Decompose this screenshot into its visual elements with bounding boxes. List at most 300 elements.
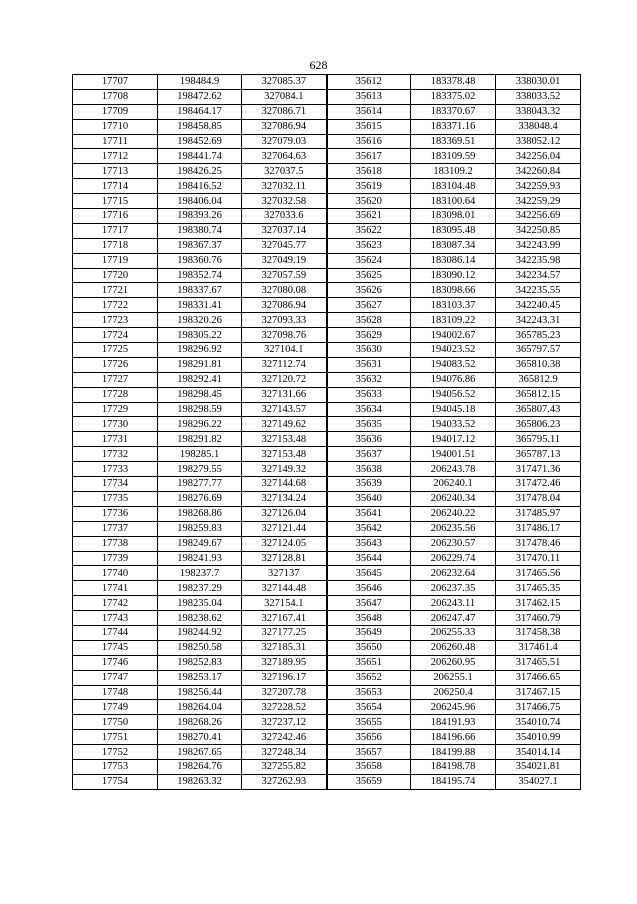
table-cell-point-id: 35628 xyxy=(327,313,411,328)
table-cell-y-coordinate: 327093.33 xyxy=(242,313,327,328)
table-cell-point-id: 35645 xyxy=(327,566,411,581)
table-cell-x-coordinate: 198249.67 xyxy=(158,536,242,551)
table-cell-point-id: 17709 xyxy=(73,104,158,119)
table-cell-y-coordinate: 327177.25 xyxy=(242,625,327,640)
table-row xyxy=(73,715,581,730)
table-cell-point-id: 17718 xyxy=(73,238,158,253)
table-cell-point-id: 35650 xyxy=(327,640,411,655)
table-row xyxy=(73,640,581,655)
table-cell-x-coordinate: 194045.18 xyxy=(411,402,496,417)
table-row xyxy=(73,566,581,581)
table-cell-point-id: 35615 xyxy=(327,119,411,134)
table-row xyxy=(73,75,581,90)
table-cell-point-id: 35646 xyxy=(327,581,411,596)
table-cell-point-id: 35644 xyxy=(327,551,411,566)
table-row xyxy=(73,238,581,253)
table-cell-y-coordinate: 338033.52 xyxy=(496,89,581,104)
table-row xyxy=(73,134,581,149)
table-cell-y-coordinate: 327144.48 xyxy=(242,581,327,596)
table-cell-x-coordinate: 183371.16 xyxy=(411,119,496,134)
table-cell-y-coordinate: 327086.94 xyxy=(242,119,327,134)
table-cell-y-coordinate: 327112.74 xyxy=(242,357,327,372)
table-cell-y-coordinate: 317472.46 xyxy=(496,477,581,492)
table-cell-x-coordinate: 183086.14 xyxy=(411,253,496,268)
table-cell-point-id: 17715 xyxy=(73,194,158,209)
table-cell-x-coordinate: 183375.02 xyxy=(411,89,496,104)
table-cell-x-coordinate: 198264.04 xyxy=(158,700,242,715)
table-cell-x-coordinate: 206240.1 xyxy=(411,477,496,492)
table-cell-point-id: 17751 xyxy=(73,730,158,745)
table-cell-x-coordinate: 198237.29 xyxy=(158,581,242,596)
table-cell-y-coordinate: 327134.24 xyxy=(242,491,327,506)
table-cell-y-coordinate: 327143.57 xyxy=(242,402,327,417)
table-cell-x-coordinate: 206243.11 xyxy=(411,596,496,611)
table-cell-x-coordinate: 194002.67 xyxy=(411,328,496,343)
table-cell-x-coordinate: 198285.1 xyxy=(158,447,242,462)
table-row xyxy=(73,343,581,358)
table-cell-point-id: 17740 xyxy=(73,566,158,581)
table-cell-y-coordinate: 365795.11 xyxy=(496,432,581,447)
table-cell-point-id: 17732 xyxy=(73,447,158,462)
table-row xyxy=(73,209,581,224)
table-cell-y-coordinate: 327085.37 xyxy=(242,75,327,90)
table-cell-point-id: 35642 xyxy=(327,521,411,536)
table-cell-y-coordinate: 327131.66 xyxy=(242,387,327,402)
table-cell-x-coordinate: 198241.93 xyxy=(158,551,242,566)
table-cell-x-coordinate: 206240.22 xyxy=(411,506,496,521)
table-row xyxy=(73,611,581,626)
table-cell-x-coordinate: 198296.22 xyxy=(158,417,242,432)
table-cell-x-coordinate: 198235.04 xyxy=(158,596,242,611)
table-row xyxy=(73,506,581,521)
table-cell-y-coordinate: 327084.1 xyxy=(242,89,327,104)
table-cell-point-id: 35631 xyxy=(327,357,411,372)
table-cell-x-coordinate: 198406.04 xyxy=(158,194,242,209)
table-cell-y-coordinate: 317466.75 xyxy=(496,700,581,715)
table-row xyxy=(73,685,581,700)
table-cell-point-id: 35619 xyxy=(327,179,411,194)
table-cell-x-coordinate: 198268.26 xyxy=(158,715,242,730)
table-cell-point-id: 17750 xyxy=(73,715,158,730)
table-cell-x-coordinate: 194001.51 xyxy=(411,447,496,462)
table-cell-x-coordinate: 198393.26 xyxy=(158,209,242,224)
table-cell-y-coordinate: 342256.04 xyxy=(496,149,581,164)
table-cell-x-coordinate: 206243.78 xyxy=(411,462,496,477)
table-cell-y-coordinate: 327032.11 xyxy=(242,179,327,194)
table-cell-x-coordinate: 198291.81 xyxy=(158,357,242,372)
table-cell-x-coordinate: 183104.48 xyxy=(411,179,496,194)
table-cell-point-id: 17741 xyxy=(73,581,158,596)
table-cell-y-coordinate: 327167.41 xyxy=(242,611,327,626)
table-row xyxy=(73,581,581,596)
table-cell-point-id: 35641 xyxy=(327,506,411,521)
table-cell-point-id: 35640 xyxy=(327,491,411,506)
table-cell-x-coordinate: 198458.85 xyxy=(158,119,242,134)
table-cell-y-coordinate: 327149.62 xyxy=(242,417,327,432)
table-cell-x-coordinate: 206237.35 xyxy=(411,581,496,596)
table-cell-y-coordinate: 327128.81 xyxy=(242,551,327,566)
table-cell-y-coordinate: 354010.99 xyxy=(496,730,581,745)
table-row xyxy=(73,655,581,670)
table-cell-point-id: 35653 xyxy=(327,685,411,700)
table-cell-x-coordinate: 198291.82 xyxy=(158,432,242,447)
table-cell-x-coordinate: 198264.76 xyxy=(158,759,242,774)
table-cell-point-id: 35633 xyxy=(327,387,411,402)
table-cell-point-id: 35655 xyxy=(327,715,411,730)
table-cell-y-coordinate: 327033.6 xyxy=(242,209,327,224)
table-row xyxy=(73,700,581,715)
table-cell-x-coordinate: 198452.69 xyxy=(158,134,242,149)
table-cell-y-coordinate: 327137 xyxy=(242,566,327,581)
table-cell-y-coordinate: 342234.57 xyxy=(496,268,581,283)
table-cell-x-coordinate: 184195.74 xyxy=(411,774,496,789)
table-row xyxy=(73,670,581,685)
table-cell-point-id: 35613 xyxy=(327,89,411,104)
table-cell-x-coordinate: 198253.17 xyxy=(158,670,242,685)
table-cell-y-coordinate: 317462.15 xyxy=(496,596,581,611)
table-row xyxy=(73,313,581,328)
table-cell-y-coordinate: 354027.1 xyxy=(496,774,581,789)
table-cell-point-id: 17720 xyxy=(73,268,158,283)
table-cell-y-coordinate: 365812.9 xyxy=(496,372,581,387)
table-cell-y-coordinate: 327149.32 xyxy=(242,462,327,477)
table-cell-x-coordinate: 206250.4 xyxy=(411,685,496,700)
table-row xyxy=(73,730,581,745)
table-cell-y-coordinate: 327057.59 xyxy=(242,268,327,283)
table-cell-point-id: 17722 xyxy=(73,298,158,313)
table-cell-y-coordinate: 342250.85 xyxy=(496,223,581,238)
table-cell-point-id: 17726 xyxy=(73,357,158,372)
table-cell-x-coordinate: 194017.12 xyxy=(411,432,496,447)
table-cell-y-coordinate: 365785.23 xyxy=(496,328,581,343)
table-cell-y-coordinate: 365787.13 xyxy=(496,447,581,462)
table-cell-y-coordinate: 327037.14 xyxy=(242,223,327,238)
table-row xyxy=(73,774,581,789)
table-cell-x-coordinate: 183370.67 xyxy=(411,104,496,119)
table-cell-x-coordinate: 206240.34 xyxy=(411,491,496,506)
table-cell-x-coordinate: 183109.59 xyxy=(411,149,496,164)
table-cell-y-coordinate: 342235.98 xyxy=(496,253,581,268)
table-cell-y-coordinate: 327255.82 xyxy=(242,759,327,774)
table-cell-point-id: 17744 xyxy=(73,625,158,640)
table-row xyxy=(73,402,581,417)
table-cell-y-coordinate: 327086.71 xyxy=(242,104,327,119)
table-cell-point-id: 17753 xyxy=(73,759,158,774)
table-row xyxy=(73,104,581,119)
table-row xyxy=(73,372,581,387)
table-cell-x-coordinate: 198298.45 xyxy=(158,387,242,402)
table-cell-x-coordinate: 198276.69 xyxy=(158,491,242,506)
table-row xyxy=(73,521,581,536)
table-cell-point-id: 17735 xyxy=(73,491,158,506)
table-cell-point-id: 35630 xyxy=(327,343,411,358)
table-cell-y-coordinate: 342243.99 xyxy=(496,238,581,253)
table-cell-x-coordinate: 206232.64 xyxy=(411,566,496,581)
table-cell-y-coordinate: 327079.03 xyxy=(242,134,327,149)
table-row xyxy=(73,283,581,298)
table-row xyxy=(73,447,581,462)
table-cell-point-id: 17746 xyxy=(73,655,158,670)
table-cell-point-id: 17708 xyxy=(73,89,158,104)
table-cell-y-coordinate: 327080.08 xyxy=(242,283,327,298)
table-cell-y-coordinate: 354021.81 xyxy=(496,759,581,774)
table-cell-x-coordinate: 198484.9 xyxy=(158,75,242,90)
table-row xyxy=(73,625,581,640)
table-row xyxy=(73,149,581,164)
table-cell-x-coordinate: 198296.92 xyxy=(158,343,242,358)
table-cell-y-coordinate: 317478.04 xyxy=(496,491,581,506)
table-cell-point-id: 35634 xyxy=(327,402,411,417)
table-cell-y-coordinate: 327185.31 xyxy=(242,640,327,655)
table-cell-x-coordinate: 198244.92 xyxy=(158,625,242,640)
table-cell-x-coordinate: 198464.17 xyxy=(158,104,242,119)
table-cell-x-coordinate: 183109.22 xyxy=(411,313,496,328)
table-cell-x-coordinate: 198380.74 xyxy=(158,223,242,238)
table-cell-x-coordinate: 198426.25 xyxy=(158,164,242,179)
table-cell-x-coordinate: 183378.48 xyxy=(411,75,496,90)
table-cell-x-coordinate: 184199.88 xyxy=(411,745,496,760)
table-cell-x-coordinate: 198250.58 xyxy=(158,640,242,655)
table-cell-point-id: 35649 xyxy=(327,625,411,640)
table-cell-x-coordinate: 198267.65 xyxy=(158,745,242,760)
table-cell-y-coordinate: 327154.1 xyxy=(242,596,327,611)
table-cell-x-coordinate: 198337.67 xyxy=(158,283,242,298)
table-cell-point-id: 17728 xyxy=(73,387,158,402)
table-cell-y-coordinate: 317485.97 xyxy=(496,506,581,521)
table-row xyxy=(73,491,581,506)
table-row xyxy=(73,387,581,402)
table-cell-y-coordinate: 342259.93 xyxy=(496,179,581,194)
table-cell-x-coordinate: 194076.86 xyxy=(411,372,496,387)
page-number: 628 xyxy=(309,58,328,72)
table-cell-x-coordinate: 198367.37 xyxy=(158,238,242,253)
table-cell-point-id: 17733 xyxy=(73,462,158,477)
table-cell-x-coordinate: 206230.57 xyxy=(411,536,496,551)
table-cell-x-coordinate: 198256.44 xyxy=(158,685,242,700)
table-cell-point-id: 17730 xyxy=(73,417,158,432)
table-cell-point-id: 35629 xyxy=(327,328,411,343)
table-cell-x-coordinate: 198292.41 xyxy=(158,372,242,387)
table-row xyxy=(73,551,581,566)
table-row xyxy=(73,432,581,447)
table-cell-point-id: 35639 xyxy=(327,477,411,492)
table-row xyxy=(73,179,581,194)
table-cell-point-id: 35635 xyxy=(327,417,411,432)
table-cell-x-coordinate: 198472.62 xyxy=(158,89,242,104)
table-cell-y-coordinate: 342256.69 xyxy=(496,209,581,224)
table-cell-x-coordinate: 206255.1 xyxy=(411,670,496,685)
table-cell-y-coordinate: 317486.17 xyxy=(496,521,581,536)
table-cell-point-id: 35647 xyxy=(327,596,411,611)
table-cell-y-coordinate: 317467.15 xyxy=(496,685,581,700)
coordinate-table-body xyxy=(73,75,581,790)
table-cell-x-coordinate: 206245.96 xyxy=(411,700,496,715)
table-cell-point-id: 35651 xyxy=(327,655,411,670)
table-cell-y-coordinate: 327037.5 xyxy=(242,164,327,179)
table-cell-point-id: 17712 xyxy=(73,149,158,164)
table-cell-y-coordinate: 327237.12 xyxy=(242,715,327,730)
table-cell-y-coordinate: 354010.74 xyxy=(496,715,581,730)
table-row xyxy=(73,253,581,268)
table-cell-point-id: 17754 xyxy=(73,774,158,789)
table-cell-x-coordinate: 198238.62 xyxy=(158,611,242,626)
table-cell-point-id: 35624 xyxy=(327,253,411,268)
table-cell-point-id: 17743 xyxy=(73,611,158,626)
table-cell-x-coordinate: 198305.22 xyxy=(158,328,242,343)
table-cell-x-coordinate: 183090.12 xyxy=(411,268,496,283)
table-cell-x-coordinate: 198298.59 xyxy=(158,402,242,417)
table-cell-y-coordinate: 327153.48 xyxy=(242,432,327,447)
table-cell-point-id: 17742 xyxy=(73,596,158,611)
table-cell-point-id: 17724 xyxy=(73,328,158,343)
table-cell-point-id: 35626 xyxy=(327,283,411,298)
table-cell-x-coordinate: 183109.2 xyxy=(411,164,496,179)
table-cell-y-coordinate: 327196.17 xyxy=(242,670,327,685)
table-cell-x-coordinate: 206255.33 xyxy=(411,625,496,640)
table-cell-x-coordinate: 198270.41 xyxy=(158,730,242,745)
table-cell-x-coordinate: 183095.48 xyxy=(411,223,496,238)
table-cell-point-id: 35652 xyxy=(327,670,411,685)
table-cell-point-id: 35614 xyxy=(327,104,411,119)
table-cell-point-id: 35616 xyxy=(327,134,411,149)
table-cell-point-id: 35627 xyxy=(327,298,411,313)
table-cell-x-coordinate: 183100.64 xyxy=(411,194,496,209)
coordinate-table xyxy=(72,74,581,790)
table-cell-point-id: 35654 xyxy=(327,700,411,715)
table-cell-x-coordinate: 198277.77 xyxy=(158,477,242,492)
table-cell-point-id: 17716 xyxy=(73,209,158,224)
table-cell-x-coordinate: 194056.52 xyxy=(411,387,496,402)
table-cell-point-id: 17711 xyxy=(73,134,158,149)
table-cell-x-coordinate: 184196.66 xyxy=(411,730,496,745)
table-cell-point-id: 35658 xyxy=(327,759,411,774)
table-row xyxy=(73,119,581,134)
table-cell-y-coordinate: 327144.68 xyxy=(242,477,327,492)
table-cell-point-id: 35648 xyxy=(327,611,411,626)
table-row xyxy=(73,194,581,209)
table-cell-y-coordinate: 342235.55 xyxy=(496,283,581,298)
table-cell-y-coordinate: 317465.35 xyxy=(496,581,581,596)
table-cell-point-id: 17734 xyxy=(73,477,158,492)
table-cell-y-coordinate: 327248.34 xyxy=(242,745,327,760)
table-cell-y-coordinate: 327121.44 xyxy=(242,521,327,536)
table-cell-point-id: 35636 xyxy=(327,432,411,447)
table-cell-y-coordinate: 327228.52 xyxy=(242,700,327,715)
table-cell-point-id: 17725 xyxy=(73,343,158,358)
table-row xyxy=(73,477,581,492)
table-cell-y-coordinate: 327064.63 xyxy=(242,149,327,164)
table-cell-x-coordinate: 198263.32 xyxy=(158,774,242,789)
table-cell-point-id: 35618 xyxy=(327,164,411,179)
table-cell-x-coordinate: 206260.48 xyxy=(411,640,496,655)
table-cell-point-id: 35657 xyxy=(327,745,411,760)
table-cell-x-coordinate: 183369.51 xyxy=(411,134,496,149)
table-cell-point-id: 35643 xyxy=(327,536,411,551)
table-cell-y-coordinate: 317465.51 xyxy=(496,655,581,670)
table-cell-point-id: 17745 xyxy=(73,640,158,655)
table-row xyxy=(73,462,581,477)
table-cell-x-coordinate: 183098.01 xyxy=(411,209,496,224)
table-cell-x-coordinate: 194023.52 xyxy=(411,343,496,358)
table-cell-point-id: 35656 xyxy=(327,730,411,745)
table-row xyxy=(73,89,581,104)
table-row xyxy=(73,745,581,760)
table-cell-point-id: 17713 xyxy=(73,164,158,179)
table-row xyxy=(73,357,581,372)
table-cell-x-coordinate: 184191.93 xyxy=(411,715,496,730)
table-cell-x-coordinate: 198279.55 xyxy=(158,462,242,477)
table-cell-point-id: 17717 xyxy=(73,223,158,238)
table-cell-x-coordinate: 198331.41 xyxy=(158,298,242,313)
table-row xyxy=(73,298,581,313)
table-cell-point-id: 17738 xyxy=(73,536,158,551)
table-cell-y-coordinate: 327032.58 xyxy=(242,194,327,209)
table-cell-point-id: 35623 xyxy=(327,238,411,253)
table-cell-y-coordinate: 327242.46 xyxy=(242,730,327,745)
table-cell-point-id: 17747 xyxy=(73,670,158,685)
table-cell-point-id: 17748 xyxy=(73,685,158,700)
table-row xyxy=(73,223,581,238)
table-cell-x-coordinate: 198360.76 xyxy=(158,253,242,268)
table-cell-point-id: 17752 xyxy=(73,745,158,760)
table-cell-y-coordinate: 317470.11 xyxy=(496,551,581,566)
table-cell-x-coordinate: 198320.26 xyxy=(158,313,242,328)
table-cell-point-id: 17749 xyxy=(73,700,158,715)
table-cell-x-coordinate: 198237.7 xyxy=(158,566,242,581)
table-cell-x-coordinate: 206247.47 xyxy=(411,611,496,626)
table-cell-point-id: 35621 xyxy=(327,209,411,224)
table-cell-x-coordinate: 198441.74 xyxy=(158,149,242,164)
table-cell-point-id: 17727 xyxy=(73,372,158,387)
table-row xyxy=(73,268,581,283)
table-cell-y-coordinate: 327104.1 xyxy=(242,343,327,358)
table-cell-y-coordinate: 327126.04 xyxy=(242,506,327,521)
table-cell-x-coordinate: 183087.34 xyxy=(411,238,496,253)
table-cell-point-id: 35617 xyxy=(327,149,411,164)
table-cell-y-coordinate: 327262.93 xyxy=(242,774,327,789)
table-cell-y-coordinate: 365812.15 xyxy=(496,387,581,402)
table-cell-y-coordinate: 365806.23 xyxy=(496,417,581,432)
table-cell-point-id: 17729 xyxy=(73,402,158,417)
table-cell-y-coordinate: 327120.72 xyxy=(242,372,327,387)
table-cell-point-id: 17710 xyxy=(73,119,158,134)
table-row xyxy=(73,328,581,343)
table-cell-point-id: 17736 xyxy=(73,506,158,521)
table-cell-point-id: 17714 xyxy=(73,179,158,194)
table-cell-point-id: 17739 xyxy=(73,551,158,566)
table-cell-y-coordinate: 327153.48 xyxy=(242,447,327,462)
table-cell-point-id: 17723 xyxy=(73,313,158,328)
table-cell-point-id: 35620 xyxy=(327,194,411,209)
table-row xyxy=(73,417,581,432)
table-row xyxy=(73,759,581,774)
table-cell-point-id: 35632 xyxy=(327,372,411,387)
table-cell-point-id: 17719 xyxy=(73,253,158,268)
table-cell-y-coordinate: 317465.56 xyxy=(496,566,581,581)
table-cell-y-coordinate: 317466.65 xyxy=(496,670,581,685)
table-cell-y-coordinate: 317460.79 xyxy=(496,611,581,626)
table-cell-x-coordinate: 206229.74 xyxy=(411,551,496,566)
table-cell-y-coordinate: 317478.46 xyxy=(496,536,581,551)
table-row xyxy=(73,596,581,611)
table-cell-point-id: 35638 xyxy=(327,462,411,477)
table-cell-x-coordinate: 184198.78 xyxy=(411,759,496,774)
table-cell-point-id: 35659 xyxy=(327,774,411,789)
table-cell-y-coordinate: 317458.38 xyxy=(496,625,581,640)
table-cell-y-coordinate: 342243.31 xyxy=(496,313,581,328)
table-cell-y-coordinate: 327189.95 xyxy=(242,655,327,670)
table-cell-y-coordinate: 365797.57 xyxy=(496,343,581,358)
